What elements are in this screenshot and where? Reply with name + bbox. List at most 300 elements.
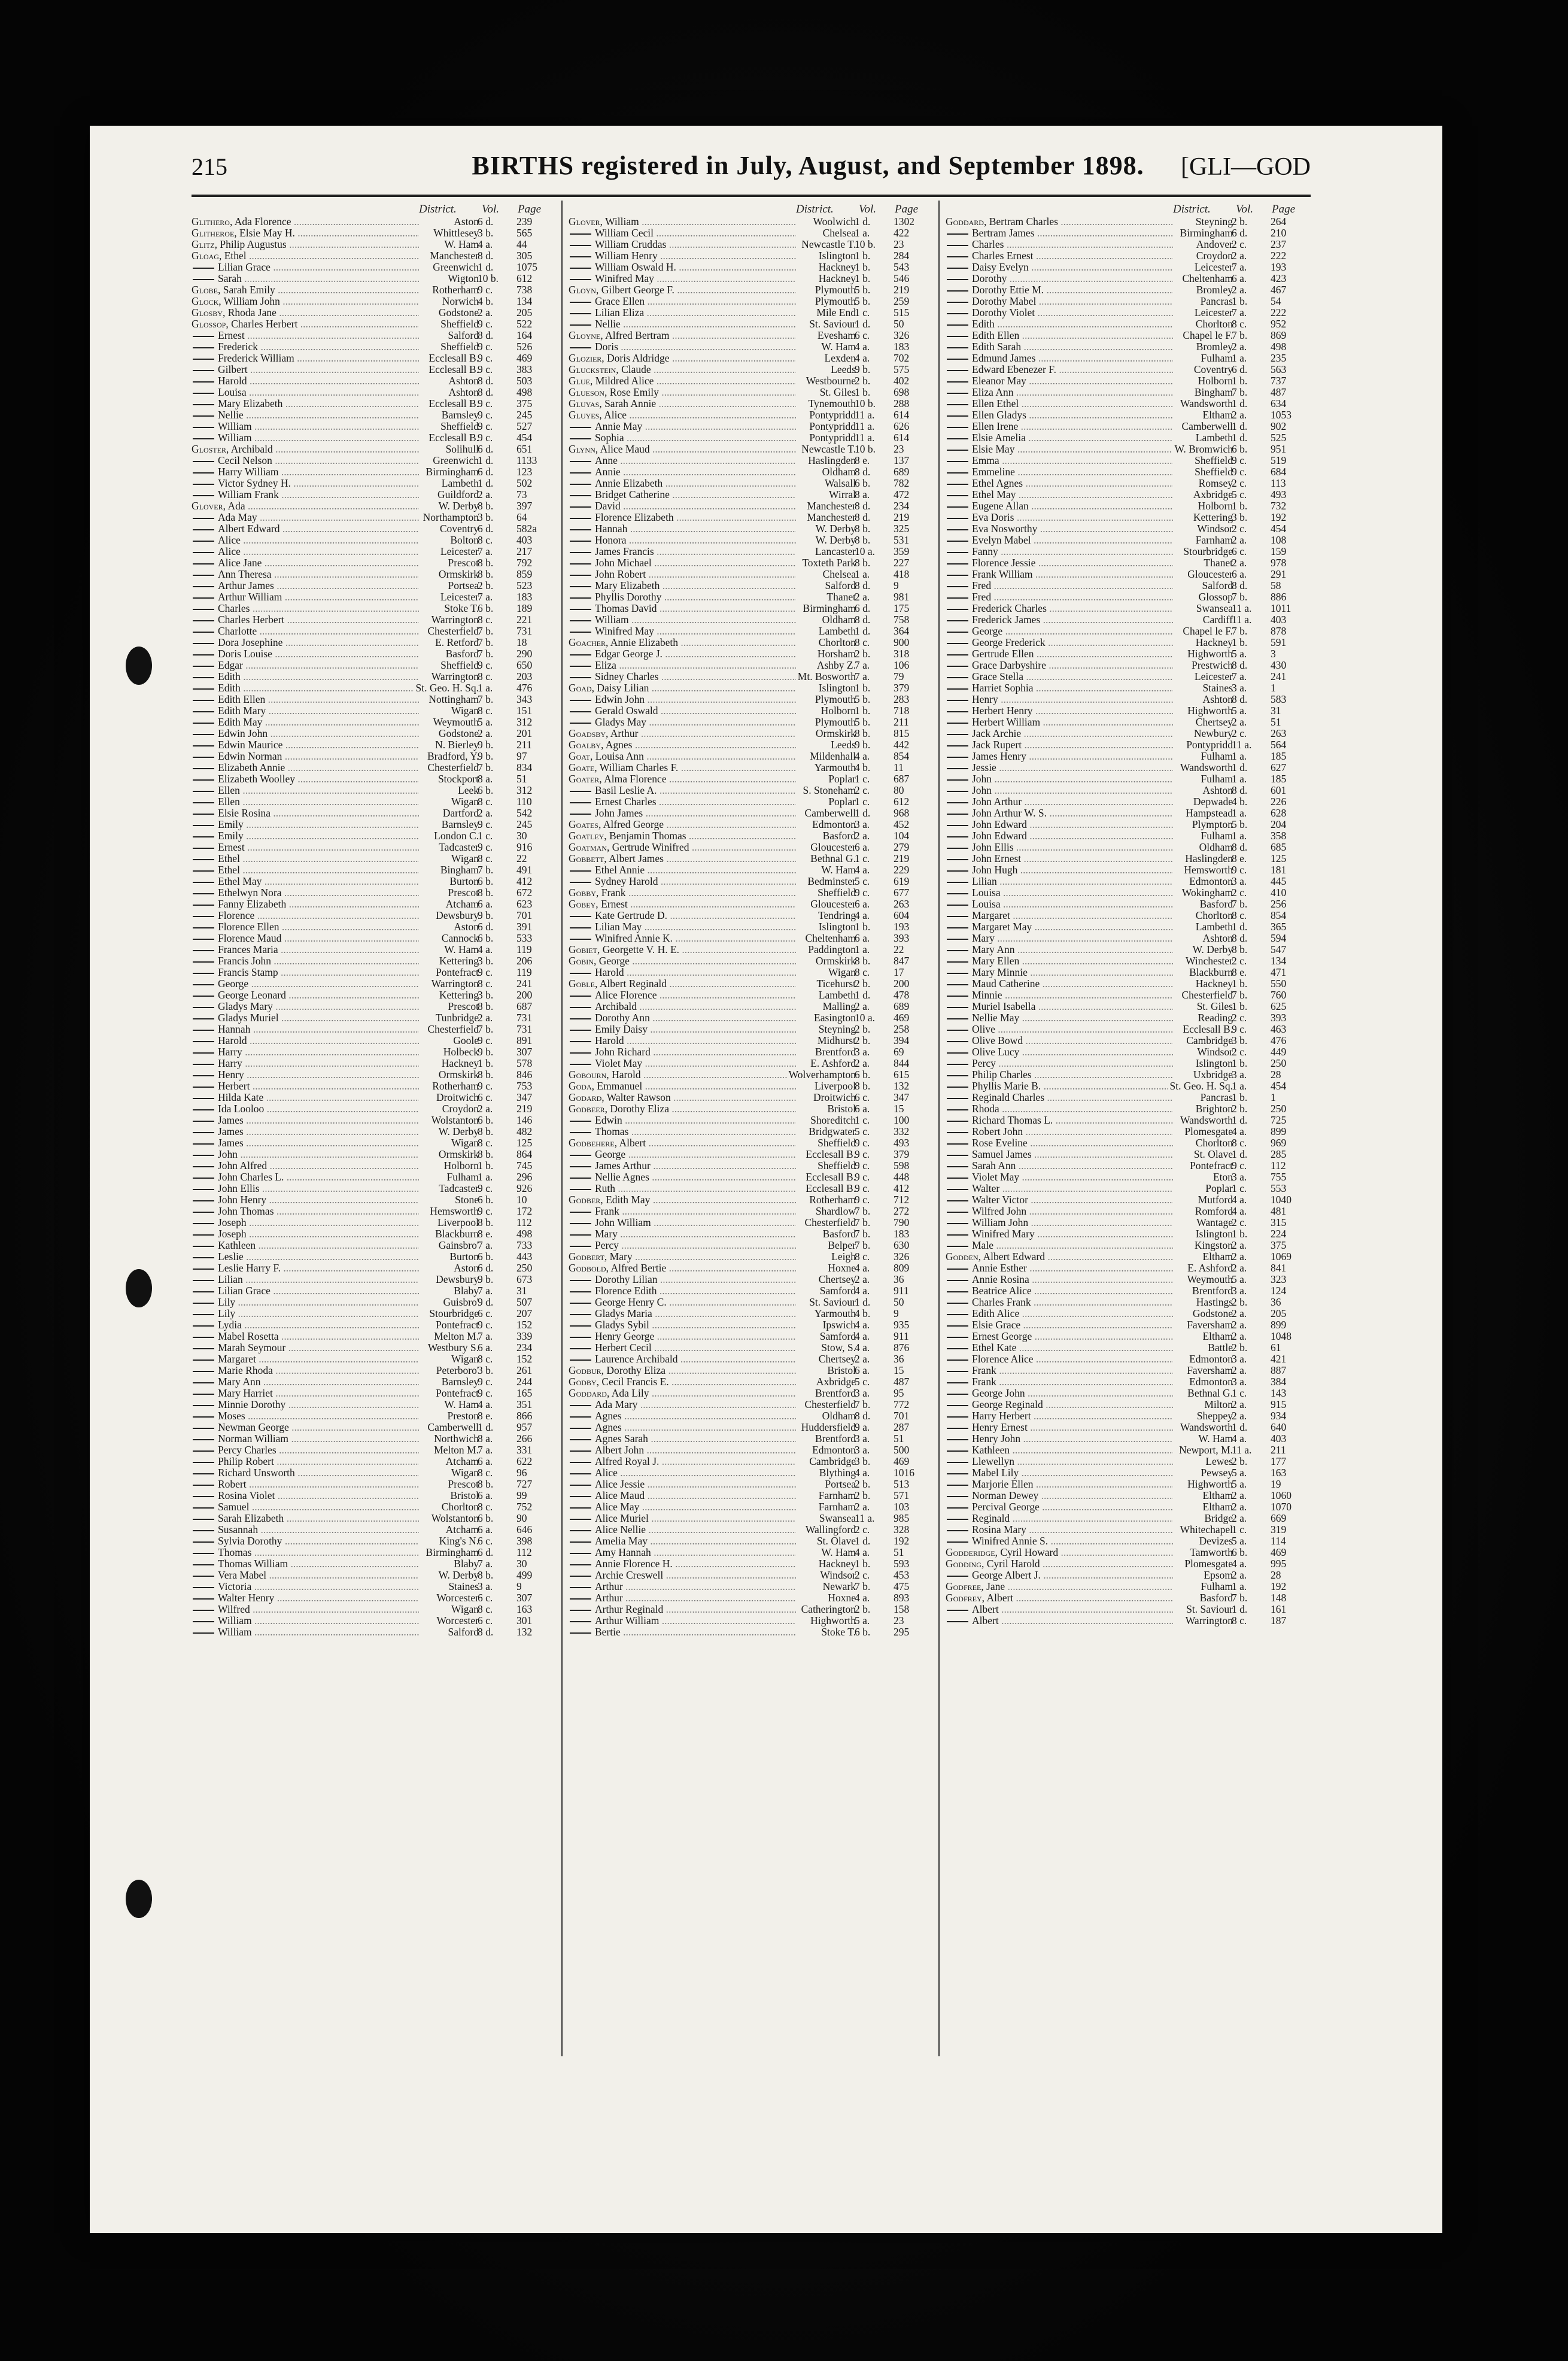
- entry-name: [946, 1308, 1173, 1319]
- entry-volume: 9 c.: [478, 1034, 493, 1046]
- entry-forenames: Annie May: [595, 421, 643, 432]
- entry-forenames: Sarah Emily: [223, 284, 275, 296]
- entry-forenames: Elsie Amelia: [972, 432, 1026, 444]
- entry-name: [569, 250, 796, 262]
- entry-district: W. Derby: [814, 535, 856, 546]
- entry-forenames: Francis John: [218, 955, 271, 967]
- index-entry: [946, 546, 1317, 557]
- entry-volume: 6 b.: [478, 1114, 494, 1126]
- entry-forenames: Philip Augustus: [220, 239, 287, 250]
- entry-district: Bolton: [448, 535, 479, 546]
- entry-district: Bethnal G.: [1186, 1388, 1233, 1399]
- index-entry: [192, 1513, 563, 1524]
- entry-forenames: Mary Ann: [218, 1376, 261, 1388]
- entry-name: [946, 910, 1173, 921]
- entry-forenames: James Francis: [595, 546, 654, 557]
- entry-page: 1070: [1271, 1501, 1292, 1513]
- entry-volume: 9 c.: [478, 659, 493, 671]
- entry-name: [192, 830, 419, 842]
- entry-page: 51: [894, 1433, 904, 1444]
- entry-district: Pontefract: [434, 1319, 479, 1331]
- index-entry: [569, 1615, 940, 1626]
- entry-volume: 9 c.: [855, 1171, 870, 1183]
- index-entry: [946, 1433, 1317, 1444]
- index-range: [GLI—GOD: [1181, 153, 1311, 181]
- entry-page: 1: [1271, 1091, 1276, 1103]
- entry-volume: 2 a.: [1232, 341, 1247, 353]
- entry-name: [192, 694, 419, 705]
- entry-forenames: James: [218, 1115, 244, 1126]
- entry-district: Shardlow: [814, 1206, 856, 1217]
- index-entry: [192, 1046, 563, 1058]
- entry-page: 15: [894, 1364, 904, 1376]
- index-entry: [569, 1570, 940, 1581]
- entry-page: 448: [894, 1171, 910, 1183]
- entry-volume: 5 a.: [1232, 1467, 1247, 1479]
- entry-district: Swansea: [1195, 603, 1233, 614]
- entry-forenames: Arthur William: [218, 591, 282, 603]
- entry-volume: 6 a.: [855, 898, 870, 910]
- index-entry: [946, 1183, 1317, 1194]
- entry-page: 651: [516, 443, 533, 455]
- entry-page: 403: [516, 534, 533, 546]
- index-entry: [192, 1547, 563, 1558]
- entry-name: [946, 682, 1173, 694]
- entry-volume: 3 a.: [1232, 1171, 1247, 1183]
- entry-name: [946, 1092, 1173, 1103]
- entry-name: [946, 1012, 1173, 1024]
- entry-district: Wandsworth: [1178, 1422, 1233, 1433]
- entry-district: W. Ham: [442, 1399, 479, 1410]
- entry-name: [569, 1183, 796, 1194]
- entry-page: 752: [516, 1501, 533, 1513]
- entry-district: Coventry: [438, 523, 479, 535]
- entry-forenames: George: [972, 626, 1003, 637]
- entry-district: Salford: [446, 330, 479, 341]
- index-entry: [569, 296, 940, 307]
- entry-volume: 1 b.: [1232, 295, 1248, 307]
- entry-page: 543: [894, 261, 910, 273]
- entry-name: [192, 671, 419, 682]
- entry-district: Axbridge: [1192, 489, 1233, 500]
- entry-forenames: Margaret: [218, 1354, 256, 1365]
- entry-page: 526: [516, 341, 533, 353]
- entry-forenames: Alice Nellie: [595, 1524, 646, 1535]
- entry-district: Woolwich: [812, 216, 856, 227]
- index-entry: [946, 1410, 1317, 1422]
- index-entry: [569, 1183, 940, 1194]
- entry-district: Hampstead: [1184, 808, 1233, 819]
- index-entry: [192, 1342, 563, 1354]
- entry-name: [946, 444, 1173, 455]
- entry-page: 614: [894, 432, 910, 444]
- entry-district: Islington: [817, 682, 856, 694]
- entry-name: [192, 717, 419, 728]
- entry-page: 491: [516, 864, 533, 876]
- index-entry: [946, 842, 1317, 853]
- binding-hole: [126, 647, 152, 685]
- index-entry: [946, 1535, 1317, 1547]
- entry-volume: 1 d.: [855, 318, 871, 330]
- entry-page: 685: [1271, 841, 1287, 853]
- entry-page: 295: [894, 1626, 910, 1638]
- entry-district: Ashton: [1201, 785, 1233, 796]
- index-entry: [946, 967, 1317, 978]
- entry-page: 284: [894, 250, 910, 262]
- entry-page: 475: [894, 1580, 910, 1592]
- entry-page: 200: [516, 989, 533, 1001]
- entry-forenames: Mary Ellen: [972, 955, 1020, 967]
- index-entry: [192, 284, 563, 296]
- entry-page: 73: [516, 488, 527, 500]
- entry-forenames: John Arthur: [972, 796, 1022, 808]
- entry-forenames: Lilian Grace: [218, 262, 271, 273]
- entry-name: [192, 489, 419, 500]
- entry-surname: Godbold,: [569, 1263, 609, 1274]
- entry-volume: 8 c.: [478, 796, 493, 808]
- entry-volume: 8 b.: [478, 500, 494, 512]
- index-entry: [569, 751, 940, 762]
- entry-volume: 8 a.: [478, 773, 493, 785]
- entry-volume: 1 a.: [1232, 830, 1247, 842]
- entry-volume: 2 a.: [855, 1000, 870, 1012]
- entry-district: Warrington: [1184, 1615, 1233, 1626]
- entry-volume: 1 d.: [1232, 420, 1248, 432]
- entry-volume: 9 c.: [478, 420, 493, 432]
- entry-page: 288: [894, 397, 910, 409]
- entry-page: 630: [894, 1239, 910, 1251]
- entry-page: 869: [1271, 329, 1287, 341]
- entry-surname: Glitz,: [192, 239, 217, 250]
- index-entry: [946, 1160, 1317, 1172]
- entry-district: Leeds: [829, 739, 856, 751]
- index-entry: [946, 1376, 1317, 1388]
- entry-forenames: Edmund James: [972, 353, 1036, 364]
- entry-name: [946, 660, 1173, 671]
- entry-district: Manchester: [428, 250, 479, 262]
- entry-district: Edmonton: [810, 1444, 856, 1456]
- index-entry: [569, 773, 940, 785]
- entry-district: Midhurst: [816, 1035, 856, 1046]
- entry-forenames: William: [595, 614, 629, 626]
- index-entry: [569, 489, 940, 500]
- entry-district: Holborn: [1196, 500, 1233, 512]
- entry-district: Coventry: [1192, 364, 1233, 375]
- entry-volume: 2 a.: [1232, 1307, 1247, 1319]
- entry-forenames: Sarah Annie: [604, 398, 657, 409]
- entry-page: 158: [894, 1603, 910, 1615]
- entry-district: Thanet: [825, 591, 856, 603]
- entry-district: Atcham: [444, 1456, 479, 1467]
- index-entry: [569, 1342, 940, 1354]
- index-entry: [569, 1240, 940, 1251]
- entry-volume: 1 a.: [1232, 773, 1247, 785]
- entry-forenames: Archibald: [595, 1001, 637, 1012]
- entry-name: [569, 876, 796, 887]
- index-entry: [192, 318, 563, 330]
- entry-district: Mildenhall: [808, 751, 856, 762]
- entry-name: [946, 318, 1173, 330]
- entry-forenames: George Frederick: [972, 637, 1046, 648]
- entry-volume: 1 b.: [1232, 375, 1248, 387]
- entry-page: 80: [894, 784, 904, 796]
- entry-name: [569, 1217, 796, 1228]
- index-entry: [946, 955, 1317, 967]
- entry-name: [569, 717, 796, 728]
- entry-name: [192, 557, 419, 569]
- entry-page: 731: [516, 625, 533, 637]
- entry-volume: 8 c.: [855, 636, 870, 648]
- entry-name: [569, 580, 796, 591]
- entry-page: 207: [516, 1307, 533, 1319]
- entry-volume: 7 a.: [478, 1444, 493, 1456]
- entry-page: 467: [1271, 284, 1287, 296]
- entry-name: [569, 387, 796, 398]
- entry-volume: 1 b.: [1232, 1057, 1248, 1069]
- index-entry: [569, 1604, 940, 1615]
- entry-forenames: Frank: [595, 1206, 619, 1217]
- entry-forenames: Olive Lucy: [972, 1046, 1020, 1058]
- entry-page: 31: [1271, 705, 1281, 717]
- entry-page: 319: [1271, 1524, 1287, 1535]
- entry-forenames: Alma Florence: [604, 773, 667, 785]
- entry-name: [946, 1274, 1173, 1285]
- entry-volume: 4 a.: [855, 1262, 870, 1274]
- entry-volume: 9 c.: [855, 1137, 870, 1149]
- entry-page: 200: [894, 978, 910, 990]
- entry-forenames: Frank: [601, 887, 626, 899]
- entry-district: Pontefract: [434, 1388, 479, 1399]
- entry-volume: 9 c.: [478, 1080, 493, 1092]
- entry-district: N. Bierley: [433, 739, 479, 751]
- entry-page: 192: [1271, 1580, 1287, 1592]
- index-entry: [569, 626, 940, 637]
- entry-district: Bridgwater: [807, 1126, 856, 1137]
- index-entry: [946, 887, 1317, 899]
- entry-page: 550: [1271, 978, 1287, 990]
- entry-volume: 8 d.: [1232, 693, 1248, 705]
- index-entry: [192, 762, 563, 773]
- entry-name: [946, 933, 1173, 944]
- index-entry: [569, 603, 940, 614]
- entry-surname: Glithero,: [192, 216, 233, 227]
- index-entry: [192, 1456, 563, 1467]
- entry-name: [569, 694, 796, 705]
- entry-volume: 5 b.: [855, 284, 871, 296]
- entry-district: Hackney: [817, 1558, 856, 1570]
- entry-name: [946, 1467, 1173, 1479]
- entry-volume: 2 a.: [1232, 716, 1247, 728]
- index-entry: [946, 466, 1317, 478]
- entry-name: [569, 478, 796, 489]
- entry-name: [946, 1217, 1173, 1228]
- entry-district: St. Geo. H. Sq.: [414, 682, 479, 694]
- entry-name: [946, 1069, 1173, 1081]
- entry-district: Ormskirk: [437, 1149, 479, 1160]
- entry-district: Prestwich: [1190, 660, 1233, 671]
- entry-forenames: Percy Charles: [218, 1444, 276, 1456]
- entry-volume: 6 a.: [855, 841, 870, 853]
- entry-name: [192, 899, 419, 910]
- entry-page: 578: [516, 1057, 533, 1069]
- entry-page: 201: [516, 727, 533, 739]
- entry-name: [946, 262, 1173, 273]
- entry-name: [946, 478, 1173, 489]
- entry-name: [192, 1365, 419, 1376]
- entry-volume: 1 b.: [1232, 1228, 1248, 1240]
- entry-volume: 9 c.: [478, 818, 493, 830]
- index-entry: [192, 1376, 563, 1388]
- entry-forenames: Ellen: [218, 796, 240, 808]
- entry-page: 222: [1271, 250, 1287, 262]
- entry-page: 525: [1271, 432, 1287, 444]
- entry-page: 104: [894, 830, 910, 842]
- entry-name: [569, 1388, 796, 1399]
- entry-name: [192, 216, 419, 227]
- index-entry: [192, 1285, 563, 1297]
- entry-name: [946, 1058, 1173, 1069]
- entry-page: 183: [516, 591, 533, 603]
- entry-forenames: John Alfred: [218, 1160, 268, 1172]
- entry-surname: Glover,: [569, 216, 603, 227]
- entry-forenames: Thomas William: [218, 1558, 288, 1570]
- index-entry: [192, 1058, 563, 1069]
- entry-forenames: Gilbert George F.: [601, 284, 674, 296]
- entry-forenames: Violet May: [595, 1058, 643, 1069]
- entry-name: [946, 978, 1173, 990]
- entry-name: [192, 944, 419, 955]
- entry-name: [569, 557, 796, 569]
- entry-district: Battle: [1206, 1342, 1233, 1354]
- index-entry: [192, 1251, 563, 1263]
- index-entry: [946, 444, 1317, 455]
- entry-forenames: Ellen Ethel: [972, 398, 1019, 409]
- entry-forenames: Emily: [218, 819, 244, 830]
- entry-forenames: Gladys Sybil: [595, 1319, 649, 1331]
- index-entry: [192, 751, 563, 762]
- entry-page: 646: [516, 1524, 533, 1535]
- entry-page: 112: [1271, 1160, 1286, 1172]
- entry-volume: 1 c.: [855, 852, 870, 864]
- entry-name: [569, 1035, 796, 1046]
- entry-volume: 9 c.: [478, 1205, 493, 1217]
- index-entry: [569, 535, 940, 546]
- entry-volume: 11 a.: [1232, 739, 1252, 751]
- entry-forenames: Hilda Kate: [218, 1092, 264, 1103]
- entry-volume: 7 b.: [478, 1023, 494, 1035]
- entry-name: [569, 455, 796, 466]
- index-entry: [569, 1149, 940, 1160]
- entry-name: [569, 921, 796, 933]
- entry-volume: 6 a.: [855, 932, 870, 944]
- index-entry: [192, 944, 563, 955]
- entry-volume: 5 a.: [478, 716, 493, 728]
- entry-district: Newark: [821, 1581, 856, 1592]
- index-entry: [946, 1558, 1317, 1570]
- entry-forenames: Albert Reginald: [599, 978, 667, 990]
- entry-forenames: John Edward: [972, 819, 1027, 830]
- index-entry: [946, 1365, 1317, 1376]
- entry-forenames: Emmeline: [972, 466, 1015, 478]
- entry-name: [946, 1524, 1173, 1535]
- entry-volume: 6 b.: [1232, 443, 1248, 455]
- entry-name: [569, 1115, 796, 1126]
- entry-volume: 4 a.: [855, 1467, 870, 1479]
- index-entry: [192, 398, 563, 409]
- entry-district: Newbury: [1192, 728, 1233, 739]
- entry-name: [946, 557, 1173, 569]
- entry-forenames: Emily Daisy: [595, 1024, 648, 1035]
- index-entry: [192, 432, 563, 444]
- entry-name: [569, 830, 796, 842]
- entry-volume: 11 a.: [855, 420, 875, 432]
- entry-district: Croydon: [440, 1103, 479, 1115]
- entry-volume: 6 c.: [478, 1307, 493, 1319]
- entry-page: 952: [1271, 318, 1287, 330]
- entry-forenames: Rosina Violet: [218, 1490, 275, 1501]
- entry-district: Islington: [1194, 1058, 1233, 1069]
- entry-name: [569, 808, 796, 819]
- entry-volume: 7 b.: [855, 1398, 871, 1410]
- entry-volume: 6 a.: [1232, 272, 1247, 284]
- index-entry: [569, 1274, 940, 1285]
- entry-forenames: Gladys Muriel: [218, 1012, 279, 1024]
- entry-name: [192, 751, 419, 762]
- index-entry: [946, 1081, 1317, 1092]
- entry-district: Wigan: [449, 1604, 479, 1615]
- entry-volume: 2 a.: [855, 591, 870, 603]
- entry-district: Chapel le F.: [1181, 330, 1233, 341]
- entry-forenames: Mary Elizabeth: [218, 398, 283, 409]
- entry-name: [192, 387, 419, 398]
- index-entry: [946, 330, 1317, 341]
- entry-district: Islington: [1194, 1228, 1233, 1240]
- entry-district: Nottingham: [427, 694, 479, 705]
- index-entry: [569, 1035, 940, 1046]
- entry-forenames: Reginald Charles: [972, 1092, 1045, 1103]
- entry-name: [569, 864, 796, 876]
- entry-district: Cambridge: [807, 1456, 856, 1467]
- page-header: Page: [518, 203, 542, 216]
- index-entry: [192, 330, 563, 341]
- entry-forenames: Annie Esther: [972, 1263, 1027, 1274]
- entry-forenames: Dorothy Eliza: [610, 1103, 670, 1115]
- entry-volume: 2 b.: [1232, 1296, 1248, 1308]
- entry-district: Lancaster: [813, 546, 856, 557]
- entry-volume: 6 b.: [478, 784, 494, 796]
- entry-page: 531: [894, 534, 910, 546]
- entry-name: [946, 296, 1173, 307]
- entry-volume: 1 b.: [1232, 500, 1248, 512]
- entry-forenames: Albert: [619, 1137, 646, 1149]
- index-entry: [569, 512, 940, 523]
- entry-name: [946, 284, 1173, 296]
- entry-page: 244: [516, 1376, 533, 1388]
- entry-name: [946, 1024, 1173, 1035]
- index-entry: [946, 660, 1317, 671]
- index-entry: [569, 591, 940, 603]
- entry-district: Melton M.: [432, 1444, 479, 1456]
- entry-forenames: William Oswald H.: [595, 262, 676, 273]
- entry-name: [192, 1388, 419, 1399]
- entry-forenames: Alice Jane: [218, 557, 262, 569]
- entry-forenames: Emma: [972, 455, 999, 466]
- entry-forenames: Ethel: [218, 864, 240, 876]
- entry-page: 64: [516, 511, 527, 523]
- entry-forenames: Ethel: [224, 250, 247, 262]
- entry-forenames: Norman Dewey: [972, 1490, 1039, 1501]
- entry-forenames: Mary: [972, 933, 995, 944]
